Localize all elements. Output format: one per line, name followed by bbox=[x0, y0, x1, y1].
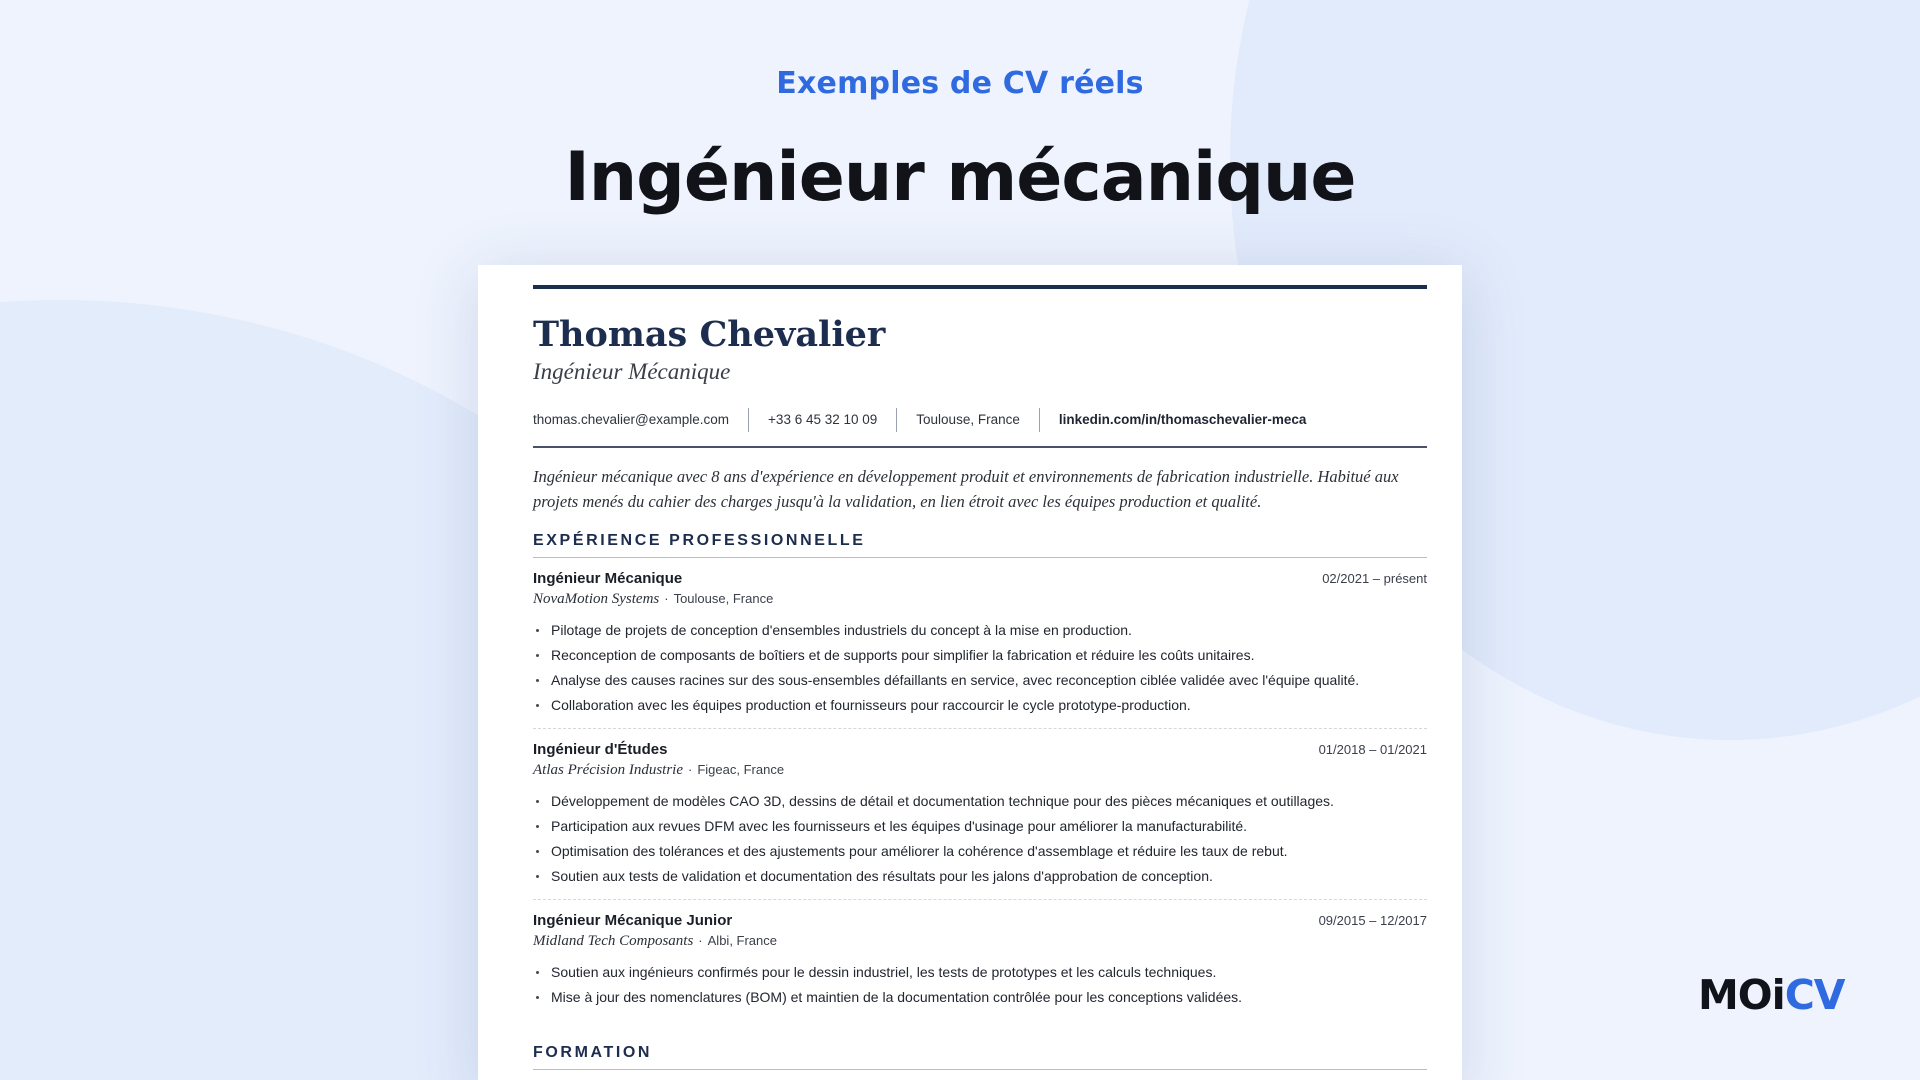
job-bullet: Participation aux revues DFM avec les fournisseurs et les équipes d'usinage pour améliorer la manufacturabilité. bbox=[533, 814, 1427, 839]
section-title-experience: EXPÉRIENCE PROFESSIONNELLE bbox=[533, 532, 1427, 558]
contact-location: Toulouse, France bbox=[896, 408, 1039, 432]
job-title: Ingénieur Mécanique bbox=[533, 570, 683, 587]
cv-content bbox=[533, 285, 1427, 1070]
job-entry bbox=[533, 558, 1427, 729]
job-header bbox=[533, 741, 1427, 758]
job-separator: · bbox=[664, 591, 669, 606]
job-bullet: Pilotage de projets de conception d'ensembles industriels du concept à la mise en production. bbox=[533, 618, 1427, 643]
job-bullet: Soutien aux ingénieurs confirmés pour le dessin industriel, les tests de prototypes et les calculs techniques. bbox=[533, 960, 1427, 985]
job-separator: · bbox=[688, 762, 693, 777]
job-dates: 01/2018 – 01/2021 bbox=[1318, 742, 1427, 757]
job-bullet: Analyse des causes racines sur des sous-ensembles défaillants en service, avec reconception ciblée validée avec l'équipe qualité. bbox=[533, 668, 1427, 693]
job-header bbox=[533, 912, 1427, 929]
job-company: NovaMotion Systems bbox=[533, 591, 660, 607]
cv-top-rule bbox=[533, 285, 1427, 289]
contact-linkedin: linkedin.com/in/thomaschevalier-meca bbox=[1039, 408, 1326, 432]
job-entry bbox=[533, 729, 1427, 900]
header-divider bbox=[533, 446, 1427, 448]
job-bullet: Optimisation des tolérances et des ajustements pour améliorer la cohérence d'assemblage et réduire les taux de rebut. bbox=[533, 839, 1427, 864]
job-company: Midland Tech Composants bbox=[533, 933, 694, 949]
job-location: Figeac, France bbox=[697, 762, 785, 777]
contact-email: thomas.chevalier@example.com bbox=[533, 412, 730, 427]
page-title: Ingénieur mécanique bbox=[564, 138, 1356, 217]
job-dates: 09/2015 – 12/2017 bbox=[1318, 913, 1427, 928]
job-title: Ingénieur d'Études bbox=[533, 741, 668, 758]
job-separator: · bbox=[698, 933, 703, 948]
contact-row bbox=[533, 408, 1427, 432]
job-meta bbox=[533, 591, 1427, 608]
job-dates: 02/2021 – présent bbox=[1322, 571, 1427, 586]
cv-summary: Ingénieur mécanique avec 8 ans d'expérience en développement produit et environnements de fabrication industrielle. Habitué aux projets menés du cahier des charges jusqu'à la validation, en lien étroit avec les équipes production et qualité. bbox=[533, 467, 1399, 511]
job-bullet: Soutien aux tests de validation et documentation des résultats pour les jalons d'approbation de conception. bbox=[533, 864, 1427, 889]
job-location: Toulouse, France bbox=[673, 591, 774, 606]
job-header bbox=[533, 570, 1427, 587]
logo-part-cv: CV bbox=[1784, 971, 1845, 1019]
cv-role: Ingénieur Mécanique bbox=[533, 359, 731, 384]
brand-logo bbox=[1698, 972, 1845, 1018]
job-bullets bbox=[533, 960, 1427, 1010]
job-bullet: Collaboration avec les équipes production et fournisseurs pour raccourcir le cycle prototype-production. bbox=[533, 693, 1427, 718]
job-company: Atlas Précision Industrie bbox=[533, 762, 683, 778]
logo-part-moi: MOi bbox=[1698, 971, 1785, 1019]
job-meta bbox=[533, 933, 1427, 950]
contact-phone: +33 6 45 32 10 09 bbox=[748, 408, 896, 432]
job-bullets bbox=[533, 618, 1427, 718]
job-bullet: Mise à jour des nomenclatures (BOM) et maintien de la documentation contrôlée pour les conceptions validées. bbox=[533, 985, 1427, 1010]
eyebrow-label: Exemples de CV réels bbox=[776, 66, 1144, 101]
job-title: Ingénieur Mécanique Junior bbox=[533, 912, 733, 929]
job-bullets bbox=[533, 789, 1427, 889]
job-entry bbox=[533, 900, 1427, 1020]
cv-name: Thomas Chevalier bbox=[533, 314, 886, 355]
cv-document bbox=[478, 265, 1462, 1080]
job-meta bbox=[533, 762, 1427, 779]
job-bullet: Reconception de composants de boîtiers et de supports pour simplifier la fabrication et réduire les coûts unitaires. bbox=[533, 643, 1427, 668]
job-bullet: Développement de modèles CAO 3D, dessins de détail et documentation technique pour des pièces mécaniques et outillages. bbox=[533, 789, 1427, 814]
section-title-education: FORMATION bbox=[533, 1044, 1427, 1070]
job-location: Albi, France bbox=[707, 933, 778, 948]
